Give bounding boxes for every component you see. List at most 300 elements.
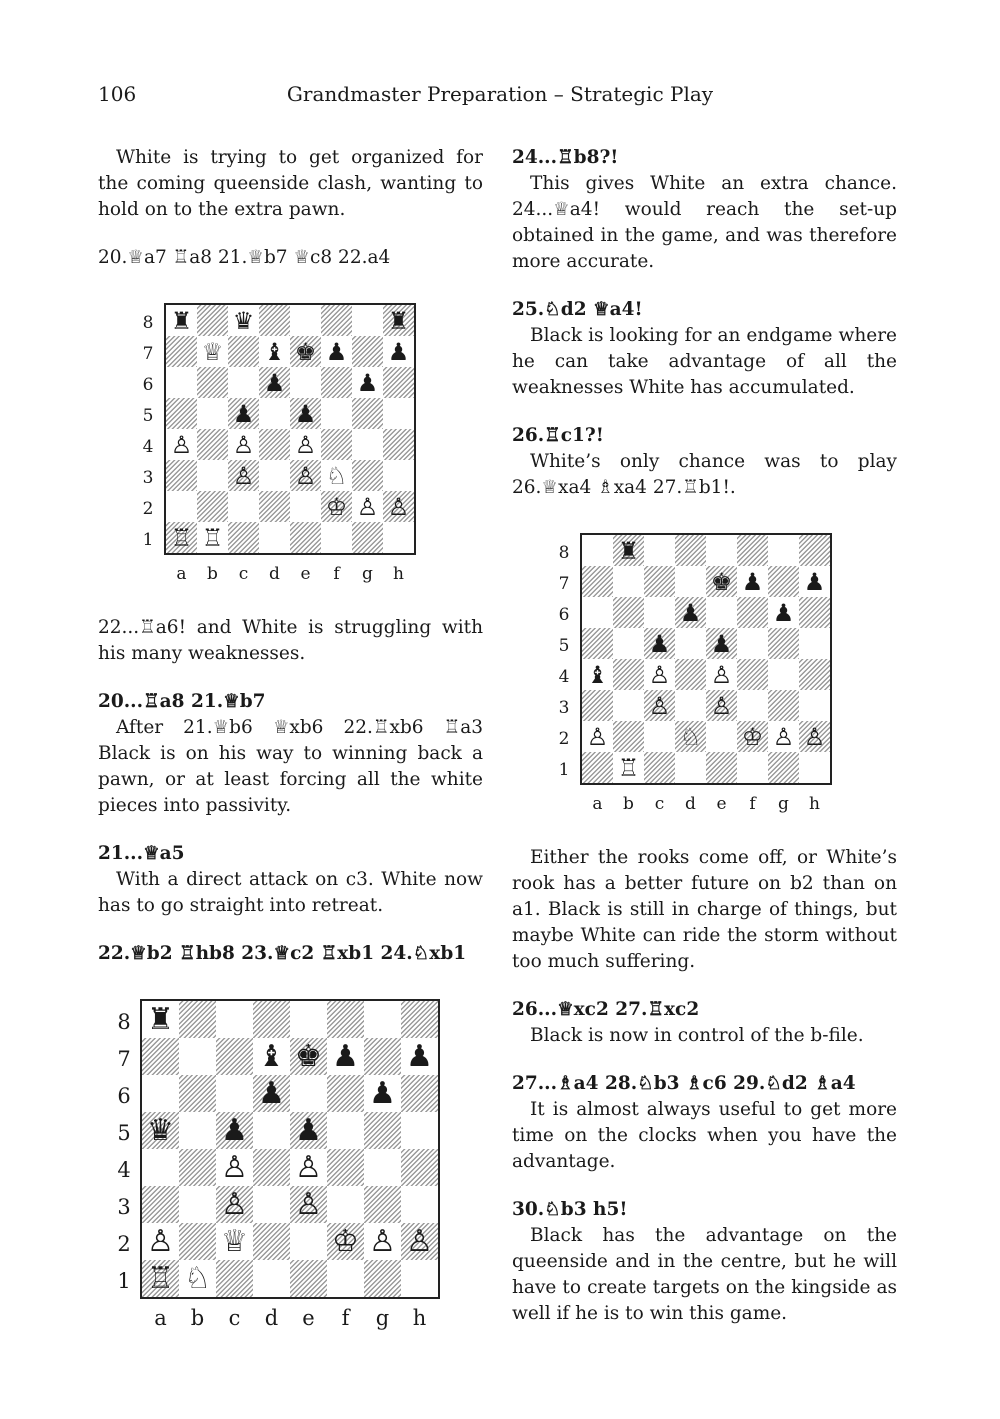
board-square — [216, 1223, 253, 1260]
board-square — [582, 597, 613, 628]
chess-piece: ♟ — [221, 1112, 248, 1148]
board-square — [321, 398, 352, 429]
board-square — [582, 690, 613, 721]
chess-piece: ♟ — [325, 337, 348, 366]
chess-piece: ♟ — [406, 1038, 433, 1074]
board-square — [364, 1001, 401, 1038]
board-square — [197, 305, 228, 336]
rank-label: 7 — [558, 573, 570, 594]
board-square — [228, 336, 259, 367]
chess-piece: ♔ — [332, 1223, 359, 1259]
board-square — [321, 460, 352, 491]
rank-label: 6 — [117, 1083, 131, 1108]
chess-piece: ♙ — [221, 1186, 248, 1222]
board-square — [582, 535, 613, 566]
board-square — [582, 566, 613, 597]
board-square — [737, 597, 768, 628]
board-square — [737, 752, 768, 783]
board-square — [321, 491, 352, 522]
board-square — [321, 367, 352, 398]
board-square — [582, 721, 613, 752]
board-square — [675, 628, 706, 659]
chess-piece: ♙ — [772, 722, 795, 751]
board-square — [613, 721, 644, 752]
page-number: 106 — [98, 82, 137, 106]
board-square — [253, 1112, 290, 1149]
chess-piece: ♙ — [406, 1223, 433, 1259]
rank-label: 8 — [117, 1009, 131, 1034]
rank-label: 6 — [142, 374, 154, 395]
board-square — [290, 1075, 327, 1112]
file-label: f — [341, 1306, 350, 1330]
chess-piece: ♙ — [710, 691, 733, 720]
board-square — [401, 1260, 438, 1297]
board-square — [327, 1186, 364, 1223]
chess-piece: ♛ — [147, 1112, 174, 1148]
file-label: d — [269, 564, 280, 584]
board-square — [352, 367, 383, 398]
board-square — [352, 522, 383, 553]
file-label: b — [190, 1306, 205, 1330]
rank-label: 4 — [117, 1157, 131, 1182]
board-square — [799, 721, 830, 752]
board-square — [228, 305, 259, 336]
board-square — [290, 305, 321, 336]
body-paragraph: With a direct attack on c3. White now has to go straight into retreat. — [98, 869, 483, 916]
file-label: a — [154, 1306, 167, 1330]
board-square — [582, 628, 613, 659]
file-label: c — [238, 564, 249, 584]
board-square — [166, 398, 197, 429]
board-square — [166, 305, 197, 336]
rank-label: 3 — [142, 467, 154, 488]
board-square — [290, 1001, 327, 1038]
board-square — [259, 398, 290, 429]
board-square — [142, 1001, 179, 1038]
file-label: c — [228, 1306, 241, 1330]
chess-piece: ♙ — [221, 1149, 248, 1185]
chess-piece: ♙ — [147, 1223, 174, 1259]
board-square — [613, 597, 644, 628]
board-square — [644, 566, 675, 597]
board-square — [401, 1186, 438, 1223]
board-square — [768, 690, 799, 721]
board-square — [197, 367, 228, 398]
board-square — [644, 597, 675, 628]
move-heading: 22.♕b2 ♖hb8 23.♕c2 ♖xb1 24.♘xb1 — [98, 943, 467, 964]
move-heading: 25.♘d2 ♕a4! — [512, 299, 643, 320]
board-square — [253, 1186, 290, 1223]
board-square — [364, 1149, 401, 1186]
board-square — [321, 305, 352, 336]
board-square — [768, 721, 799, 752]
board-square — [364, 1075, 401, 1112]
board-square — [216, 1260, 253, 1297]
board-square — [142, 1260, 179, 1297]
board-square — [179, 1112, 216, 1149]
chess-piece: ♜ — [147, 1001, 174, 1037]
board-square — [197, 398, 228, 429]
board-square — [706, 721, 737, 752]
chess-piece: ♙ — [648, 660, 671, 689]
file-label: a — [176, 564, 187, 584]
page-header — [0, 80, 1000, 110]
chess-board — [140, 999, 440, 1299]
running-title: Grandmaster Preparation – Strategic Play — [286, 82, 714, 106]
board-square — [259, 491, 290, 522]
board-square — [179, 1223, 216, 1260]
board-square — [290, 367, 321, 398]
board-square — [799, 690, 830, 721]
board-square — [352, 460, 383, 491]
board-square — [253, 1223, 290, 1260]
chess-piece: ♙ — [803, 722, 826, 751]
board-square — [290, 336, 321, 367]
chess-piece: ♟ — [258, 1075, 285, 1111]
chess-piece: ♟ — [710, 629, 733, 658]
board-square — [142, 1223, 179, 1260]
move-heading: 26...♕xc2 27.♖xc2 — [512, 999, 700, 1020]
board-square — [216, 1149, 253, 1186]
chess-piece: ♟ — [369, 1075, 396, 1111]
rank-label: 3 — [558, 697, 570, 718]
board-square — [799, 752, 830, 783]
board-square — [364, 1038, 401, 1075]
body-paragraph: It is almost always useful to get more time on the clocks when you have the advantage. — [512, 1099, 897, 1172]
board-square — [737, 690, 768, 721]
board-square — [644, 628, 675, 659]
rank-label: 1 — [142, 529, 154, 550]
board-square — [613, 752, 644, 783]
board-square — [228, 522, 259, 553]
board-square — [228, 491, 259, 522]
board-square — [259, 336, 290, 367]
board-square — [706, 628, 737, 659]
board-square — [613, 535, 644, 566]
board-square — [401, 1038, 438, 1075]
file-label: g — [375, 1306, 390, 1330]
board-square — [321, 522, 352, 553]
file-label: f — [333, 564, 340, 584]
chess-piece: ♟ — [741, 567, 764, 596]
board-square — [768, 659, 799, 690]
board-square — [706, 659, 737, 690]
board-square — [799, 535, 830, 566]
board-square — [644, 690, 675, 721]
chess-piece: ♘ — [679, 722, 702, 751]
board-square — [706, 690, 737, 721]
board-square — [383, 336, 414, 367]
board-square — [613, 690, 644, 721]
board-square — [290, 1223, 327, 1260]
board-square — [179, 1001, 216, 1038]
body-paragraph: White is trying to get organized for the coming queenside clash, wanting to hold on to the extra pawn. — [98, 147, 483, 220]
file-label: e — [300, 564, 311, 584]
move-heading: 24...♖b8?! — [512, 147, 619, 168]
board-square — [383, 305, 414, 336]
chess-piece: ♖ — [147, 1260, 174, 1296]
board-square — [364, 1260, 401, 1297]
rank-label: 7 — [117, 1046, 131, 1071]
chess-piece: ♝ — [586, 660, 609, 689]
board-square — [675, 566, 706, 597]
board-square — [364, 1186, 401, 1223]
board-square — [228, 398, 259, 429]
move-heading: 26.♖c1?! — [512, 425, 604, 446]
board-square — [290, 522, 321, 553]
chess-piece: ♙ — [710, 660, 733, 689]
chess-piece: ♟ — [332, 1038, 359, 1074]
chess-piece: ♖ — [617, 753, 640, 782]
rank-label: 5 — [117, 1120, 131, 1145]
board-square — [327, 1149, 364, 1186]
file-label: b — [207, 564, 218, 584]
board-square — [383, 460, 414, 491]
board-square — [253, 1260, 290, 1297]
board-square — [401, 1075, 438, 1112]
chess-piece: ♙ — [295, 1149, 322, 1185]
board-square — [401, 1112, 438, 1149]
rank-label: 2 — [558, 728, 570, 749]
body-paragraph: After 21.♕b6 ♕xb6 22.♖xb6 ♖a3 Black is on his way to winning back a pawn, or at least forcing all the white pieces into passivity. — [98, 717, 483, 816]
board-square — [290, 1260, 327, 1297]
rank-label: 2 — [117, 1231, 131, 1256]
board-square — [799, 566, 830, 597]
board-square — [352, 336, 383, 367]
chess-piece: ♙ — [356, 492, 379, 521]
board-square — [290, 429, 321, 460]
board-square — [401, 1001, 438, 1038]
board-square — [364, 1112, 401, 1149]
board-square — [706, 535, 737, 566]
chess-piece: ♕ — [221, 1223, 248, 1259]
board-square — [179, 1038, 216, 1075]
file-label: b — [623, 794, 634, 814]
rank-label: 3 — [117, 1194, 131, 1219]
chess-piece: ♔ — [741, 722, 764, 751]
file-label: c — [654, 794, 665, 814]
file-label: g — [362, 564, 373, 584]
board-square — [179, 1075, 216, 1112]
file-label: e — [716, 794, 727, 814]
board-square — [197, 336, 228, 367]
chess-piece: ♟ — [387, 337, 410, 366]
chess-piece: ♜ — [170, 306, 193, 335]
chess-piece: ♙ — [387, 492, 410, 521]
file-label: g — [778, 794, 789, 814]
chess-board — [580, 533, 832, 785]
board-square — [582, 752, 613, 783]
board-square — [290, 1186, 327, 1223]
chess-piece: ♜ — [617, 536, 640, 565]
file-label: e — [302, 1306, 315, 1330]
board-square — [197, 429, 228, 460]
board-square — [768, 752, 799, 783]
board-square — [259, 429, 290, 460]
board-square — [321, 336, 352, 367]
board-square — [737, 566, 768, 597]
chess-piece: ♜ — [387, 306, 410, 335]
board-square — [259, 522, 290, 553]
board-square — [228, 460, 259, 491]
move-line: 20.♕a7 ♖a8 21.♕b7 ♕c8 22.a4 — [98, 247, 391, 268]
chess-piece: ♟ — [263, 368, 286, 397]
body-paragraph: White’s only chance was to play 26.♕xa4 ♗xa4 27.♖b1!. — [512, 451, 897, 498]
board-square — [768, 597, 799, 628]
chess-piece: ♚ — [294, 337, 317, 366]
board-square — [290, 1038, 327, 1075]
file-label: a — [592, 794, 603, 814]
board-square — [706, 566, 737, 597]
chess-diagram — [98, 989, 483, 1359]
file-label: h — [412, 1306, 427, 1330]
board-square — [768, 535, 799, 566]
board-square — [352, 429, 383, 460]
chess-piece: ♖ — [201, 523, 224, 552]
board-square — [768, 628, 799, 659]
board-square — [259, 305, 290, 336]
board-square — [383, 522, 414, 553]
board-square — [327, 1112, 364, 1149]
chess-diagram — [98, 293, 483, 593]
board-square — [216, 1186, 253, 1223]
board-square — [644, 535, 675, 566]
board-square — [179, 1186, 216, 1223]
chess-piece: ♙ — [294, 430, 317, 459]
chess-piece: ♙ — [170, 430, 193, 459]
board-square — [675, 597, 706, 628]
board-square — [290, 1112, 327, 1149]
move-heading: 20...♖a8 21.♕b7 — [98, 691, 266, 712]
board-square — [216, 1038, 253, 1075]
chess-piece: ♚ — [295, 1038, 322, 1074]
board-square — [644, 721, 675, 752]
file-label: d — [685, 794, 696, 814]
board-square — [327, 1001, 364, 1038]
board-square — [799, 597, 830, 628]
chess-piece: ♙ — [294, 461, 317, 490]
board-square — [179, 1260, 216, 1297]
body-paragraph: This gives White an extra chance. 24...♕a4! would reach the set-up obtained in the game, and was therefore more accurate. — [512, 173, 897, 272]
chess-piece: ♟ — [294, 399, 317, 428]
rank-label: 5 — [558, 635, 570, 656]
board-square — [166, 429, 197, 460]
board-square — [142, 1149, 179, 1186]
file-label: d — [264, 1306, 279, 1330]
chess-board — [164, 303, 416, 555]
chess-piece: ♙ — [586, 722, 609, 751]
board-square — [352, 305, 383, 336]
board-square — [197, 491, 228, 522]
board-square — [290, 460, 321, 491]
board-square — [259, 367, 290, 398]
board-square — [364, 1223, 401, 1260]
board-square — [290, 1149, 327, 1186]
board-square — [166, 336, 197, 367]
board-square — [253, 1075, 290, 1112]
board-square — [142, 1186, 179, 1223]
move-heading: 21...♕a5 — [98, 843, 185, 864]
rank-label: 4 — [558, 666, 570, 687]
board-square — [142, 1112, 179, 1149]
board-square — [197, 522, 228, 553]
board-square — [352, 491, 383, 522]
board-square — [216, 1075, 253, 1112]
board-square — [327, 1038, 364, 1075]
board-square — [383, 367, 414, 398]
board-square — [706, 597, 737, 628]
chess-piece: ♙ — [295, 1186, 322, 1222]
board-square — [253, 1149, 290, 1186]
left-column — [98, 145, 483, 1359]
chess-piece: ♙ — [232, 430, 255, 459]
board-square — [401, 1223, 438, 1260]
chess-piece: ♟ — [648, 629, 671, 658]
body-paragraph: Black is looking for an endgame where he can take advantage of all the weaknesses White has accumulated. — [512, 325, 897, 398]
board-square — [737, 628, 768, 659]
board-square — [383, 429, 414, 460]
board-square — [644, 752, 675, 783]
file-label: h — [393, 564, 404, 584]
board-square — [675, 721, 706, 752]
rank-label: 1 — [558, 759, 570, 780]
board-square — [799, 659, 830, 690]
board-square — [675, 535, 706, 566]
body-paragraph: Black has the advantage on the queenside and in the centre, but he will have to create targets on the kingside as well if he is to win this game. — [512, 1225, 897, 1324]
chess-piece: ♟ — [356, 368, 379, 397]
chess-piece: ♝ — [258, 1038, 285, 1074]
board-square — [327, 1260, 364, 1297]
chess-piece: ♔ — [325, 492, 348, 521]
board-square — [737, 535, 768, 566]
board-square — [327, 1075, 364, 1112]
board-square — [290, 491, 321, 522]
board-square — [142, 1075, 179, 1112]
board-square — [166, 460, 197, 491]
move-heading: 27...♗a4 28.♘b3 ♗c6 29.♘d2 ♗a4 — [512, 1073, 856, 1094]
rank-label: 2 — [142, 498, 154, 519]
rank-label: 7 — [142, 343, 154, 364]
board-square — [582, 659, 613, 690]
board-square — [166, 367, 197, 398]
chess-diagram — [512, 523, 897, 823]
chess-piece: ♖ — [170, 523, 193, 552]
board-square — [737, 721, 768, 752]
board-square — [613, 628, 644, 659]
board-square — [383, 491, 414, 522]
chess-piece: ♟ — [803, 567, 826, 596]
body-paragraph: Either the rooks come off, or White’s rook has a better future on b2 than on a1. Black is still in charge of things, but maybe White can ride the storm without too much suffering. — [512, 847, 897, 972]
board-square — [216, 1112, 253, 1149]
chess-piece: ♙ — [232, 461, 255, 490]
move-heading: 30.♘b3 h5! — [512, 1199, 628, 1220]
body-paragraph: Black is now in control of the b-file. — [530, 1025, 864, 1046]
board-square — [799, 628, 830, 659]
board-square — [675, 659, 706, 690]
file-label: h — [809, 794, 820, 814]
board-square — [737, 659, 768, 690]
chess-piece: ♟ — [772, 598, 795, 627]
board-square — [401, 1149, 438, 1186]
board-square — [259, 460, 290, 491]
board-square — [253, 1038, 290, 1075]
board-square — [216, 1001, 253, 1038]
chess-piece: ♟ — [679, 598, 702, 627]
board-square — [768, 566, 799, 597]
board-square — [228, 367, 259, 398]
board-square — [166, 522, 197, 553]
board-square — [197, 460, 228, 491]
